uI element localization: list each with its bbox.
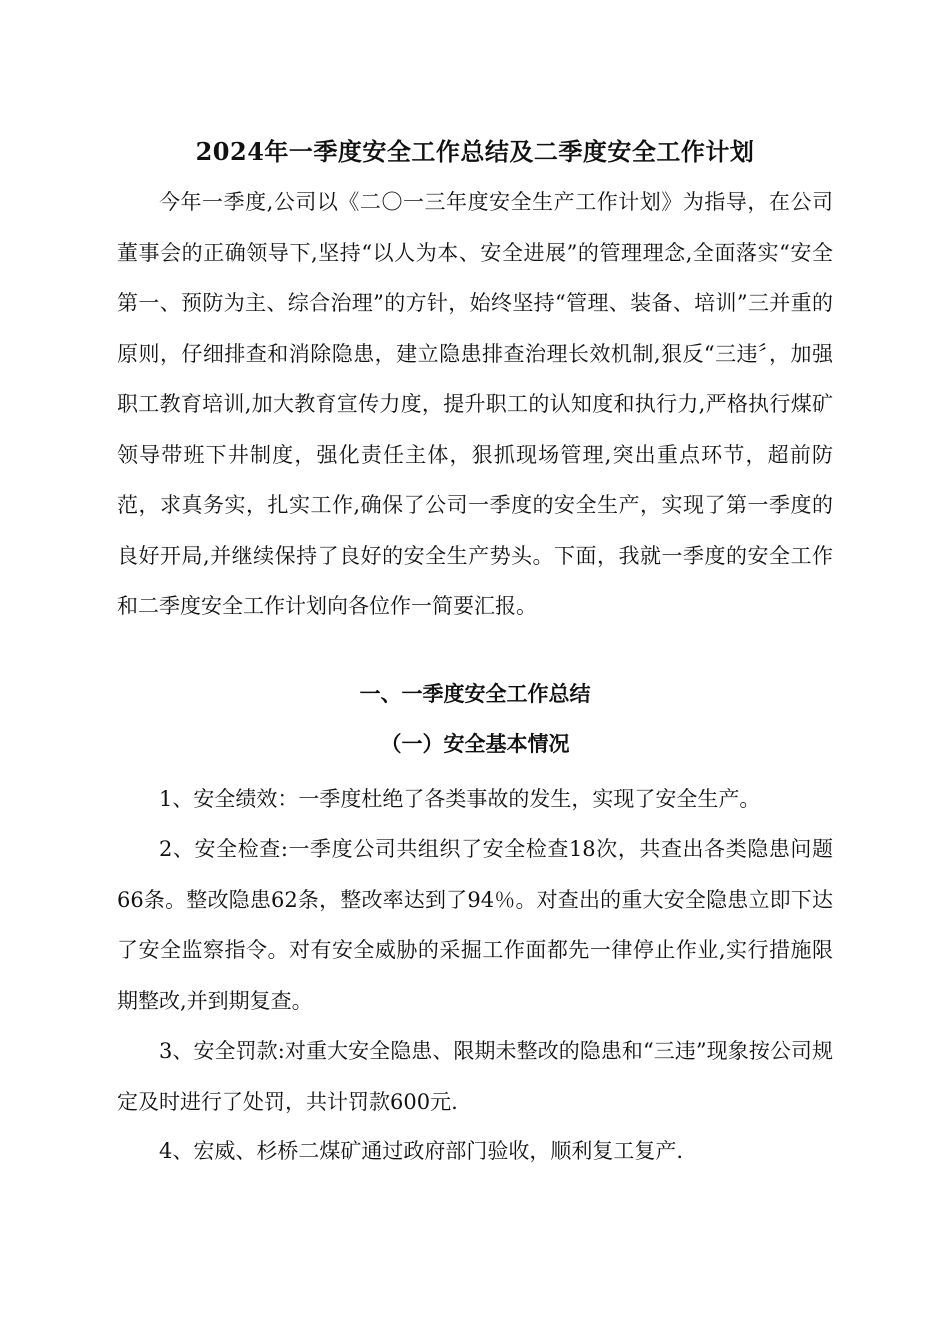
document-title: 2024年一季度安全工作总结及二季度安全工作计划: [195, 137, 755, 166]
intro-paragraph: 今年一季度,公司以《二〇一三年度安全生产工作计划》为指导，在公司董事会的正确领导下,坚持“以人为本、安全进展”的管理理念,全面落实“安全第一、预防为主、综合治理”的方针，始终坚持“管理、装备、培训”三并重的原则，仔细排查和消除隐患，建立隐患排查治理长效机制,狠反“三违〞，加强职工教育培训,加大教育宣传力度，提升职工的认知度和执行力,严格执行煤矿领导带班下井制度，强化责任主体，狠抓现场管理,突出重点环节，超前防范，求真务实，扎实工作,确保了公司一季度的安全生产，实现了第一季度的良好开局,并继续保持了良好的安全生产势头。下面，我就一季度的安全工作和二季度安全工作计划向各位作一简要汇报。: [117, 190, 833, 618]
item-mine-acceptance: 4、宏威、杉桥二煤矿通过政府部门验收，顺利复工复产.: [159, 1139, 684, 1163]
item-safety-performance: 1、安全绩效：一季度杜绝了各类事故的发生，实现了安全生产。: [159, 787, 761, 811]
item-safety-inspection: 2、安全检查:一季度公司共组织了安全检查18次，共查出各类隐患问题66条。整改隐患62条，整改率达到了94％。对查出的重大安全隐患立即下达了安全监察指令。对有安全威胁的采掘工作面都先一律停止作业,实行措施限期整改,并到期复查。: [117, 837, 833, 1013]
section-heading: 一、一季度安全工作总结: [359, 681, 591, 706]
item-safety-fines: 3、安全罚款:对重大安全隐患、限期未整改的隐患和“三违”现象按公司规定及时进行了处罚，共计罚款600元.: [117, 1039, 833, 1114]
subsection-heading: （一）安全基本情况: [380, 731, 570, 756]
